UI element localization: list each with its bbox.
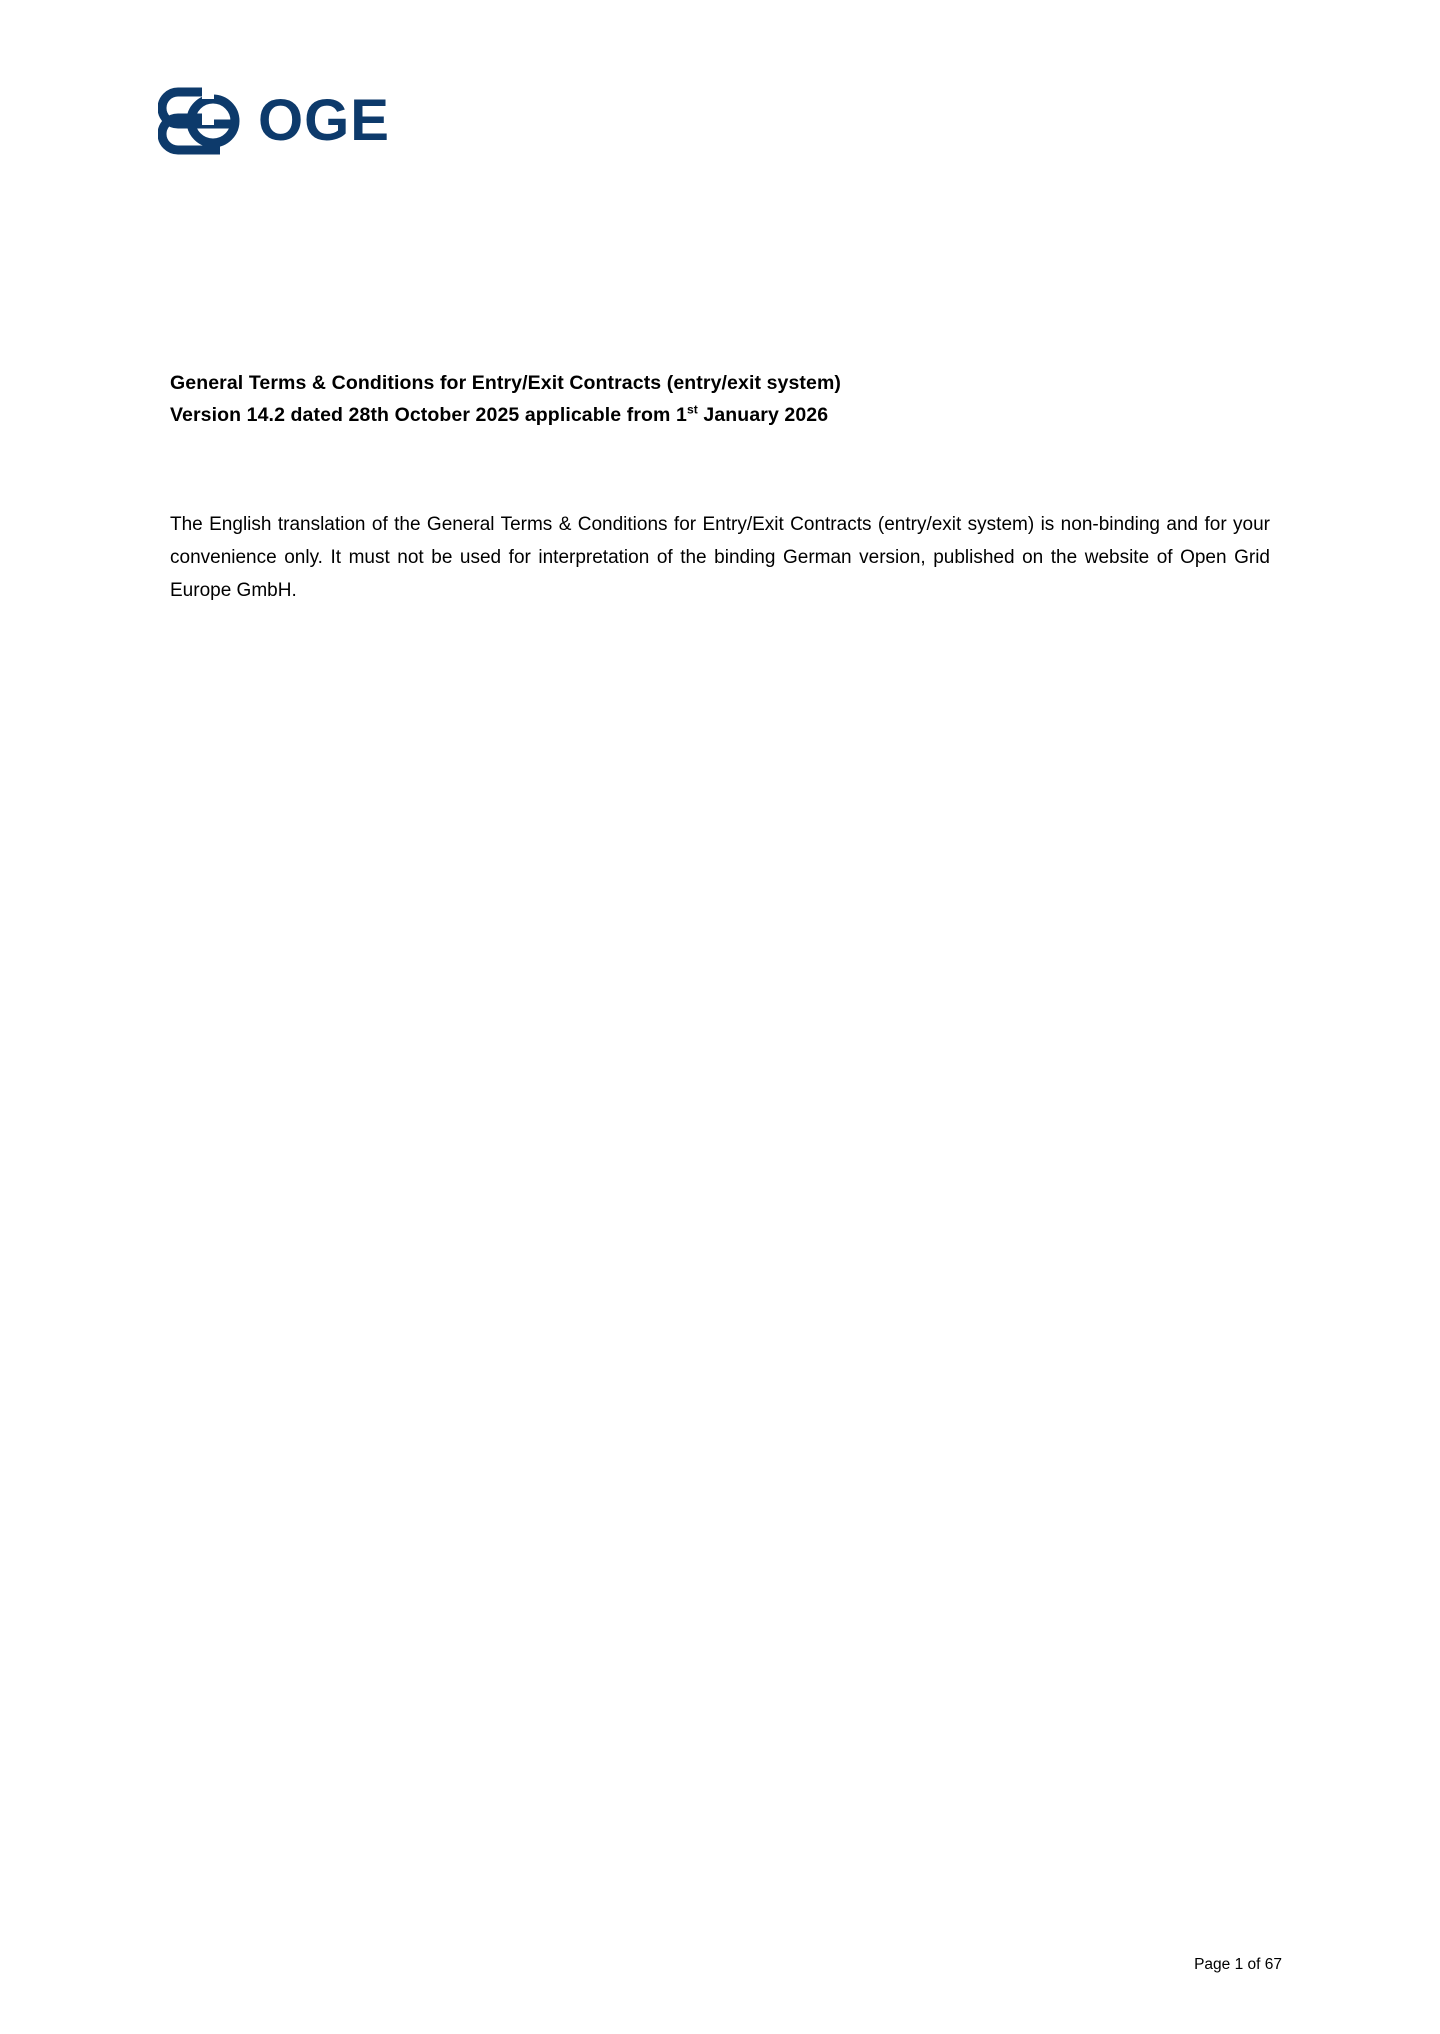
translation-disclaimer: The English translation of the General Terms & Conditions for Entry/Exit Contracts (entry/exit system) is non-binding and for your convenience only. It must not be used for interpretation of the binding German version, published on the website of Open Grid Europe GmbH.: [170, 514, 1270, 601]
document-content: [170, 368, 1270, 626]
page-footer: [1194, 1956, 1282, 1974]
page-title: [170, 368, 1270, 431]
oge-logo: [158, 82, 390, 160]
oge-loop-arrow-icon: [158, 82, 244, 160]
page-number-label: Page 1 of 67: [1194, 1956, 1282, 1973]
page-title-ordinal-suffix: st: [686, 402, 698, 417]
page-title-line-1: General Terms & Conditions for Entry/Exit Contracts (entry/exit system): [170, 372, 841, 394]
oge-logo-text: OGE: [258, 88, 390, 153]
page-title-line-2-part-2: January 2026: [697, 403, 829, 426]
page-title-line-2-part-1: Version 14.2 dated 28th October 2025 applicable from 1: [170, 403, 687, 426]
page-title-line-2: [170, 400, 1270, 432]
